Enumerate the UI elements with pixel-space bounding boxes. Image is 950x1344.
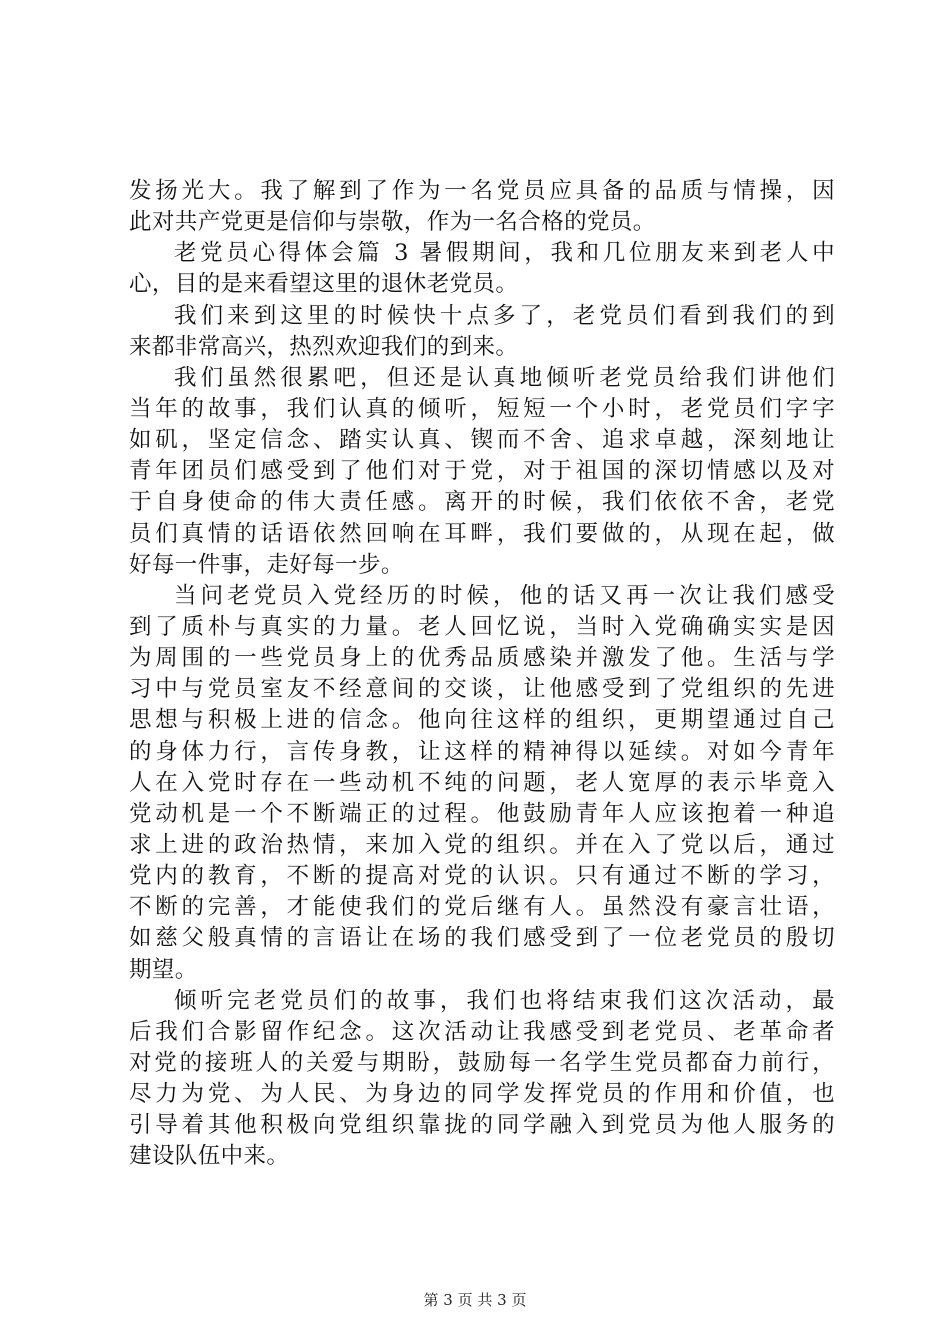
page-number-footer: 第 3 页 共 3 页 — [423, 1291, 527, 1309]
text-line: 如慈父般真情的言语让在场的我们感受到了一位老党员的殷切 — [129, 925, 835, 952]
text-line: 党动机是一个不断端正的过程。他鼓励青年人应该抱着一种追 — [129, 800, 835, 827]
text-line: 期望。 — [129, 956, 198, 983]
text-line: 人在入党时存在一些动机不纯的问题，老人宽厚的表示毕竟入 — [129, 769, 835, 796]
text-line: 于自身使命的伟大责任感。离开的时候，我们依依不舍，老党 — [129, 489, 835, 516]
text-line: 党内的教育，不断的提高对党的认识。只有通过不断的学习， — [129, 863, 835, 890]
text-line: 如矶，坚定信念、踏实认真、锲而不舍、追求卓越，深刻地让 — [129, 427, 835, 454]
text-line: 尽力为党、为人民、为身边的同学发挥党员的作用和价值，也 — [129, 1081, 835, 1108]
text-line: 的身体力行，言传身教，让这样的精神得以延续。对如今青年 — [129, 738, 835, 765]
text-line: 来都非常高兴，热烈欢迎我们的到来。 — [129, 333, 519, 360]
text-line: 老党员心得体会篇 3 暑假期间，我和几位朋友来到老人中 — [174, 240, 835, 267]
text-line: 求上进的政治热情，来加入党的组织。并在入了党以后，通过 — [129, 831, 835, 858]
text-line: 我们虽然很累吧，但还是认真地倾听老党员给我们讲他们 — [174, 364, 835, 391]
text-line: 后我们合影留作纪念。这次活动让我感受到老党员、老革命者 — [129, 1018, 835, 1045]
text-line: 此对共产党更是信仰与崇敬，作为一名合格的党员。 — [129, 209, 656, 236]
text-line: 好每一件事，走好每一步。 — [129, 551, 404, 578]
text-line: 不断的完善，才能使我们的党后继有人。虽然没有豪言壮语， — [129, 894, 835, 921]
text-line: 员们真情的话语依然回响在耳畔，我们要做的，从现在起，做 — [129, 520, 835, 547]
text-line: 建设队伍中来。 — [129, 1143, 290, 1170]
text-line: 青年团员们感受到了他们对于党，对于祖国的深切情感以及对 — [129, 458, 835, 485]
text-line: 思想与积极上进的信念。他向往这样的组织，更期望通过自己 — [129, 707, 835, 734]
text-line: 为周围的一些党员身上的优秀品质感染并激发了他。生活与学 — [129, 645, 835, 672]
document-body — [129, 176, 835, 1173]
text-line: 我们来到这里的时候快十点多了，老党员们看到我们的到 — [174, 302, 835, 329]
text-line: 到了质朴与真实的力量。老人回忆说，当时入党确确实实是因 — [129, 613, 835, 640]
text-line: 当年的故事，我们认真的倾听，短短一个小时，老党员们字字 — [129, 395, 835, 422]
text-line: 当问老党员入党经历的时候，他的话又再一次让我们感受 — [174, 582, 835, 609]
text-line: 习中与党员室友不经意间的交谈，让他感受到了党组织的先进 — [129, 676, 835, 703]
text-line: 引导着其他积极向党组织靠拢的同学融入到党员为他人服务的 — [129, 1112, 835, 1139]
text-line: 对党的接班人的关爱与期盼，鼓励每一名学生党员都奋力前行， — [129, 1049, 835, 1076]
text-line: 心，目的是来看望这里的退休老党员。 — [129, 271, 519, 298]
text-line: 倾听完老党员们的故事，我们也将结束我们这次活动，最 — [174, 987, 835, 1014]
text-line: 发扬光大。我了解到了作为一名党员应具备的品质与情操，因 — [129, 178, 835, 204]
